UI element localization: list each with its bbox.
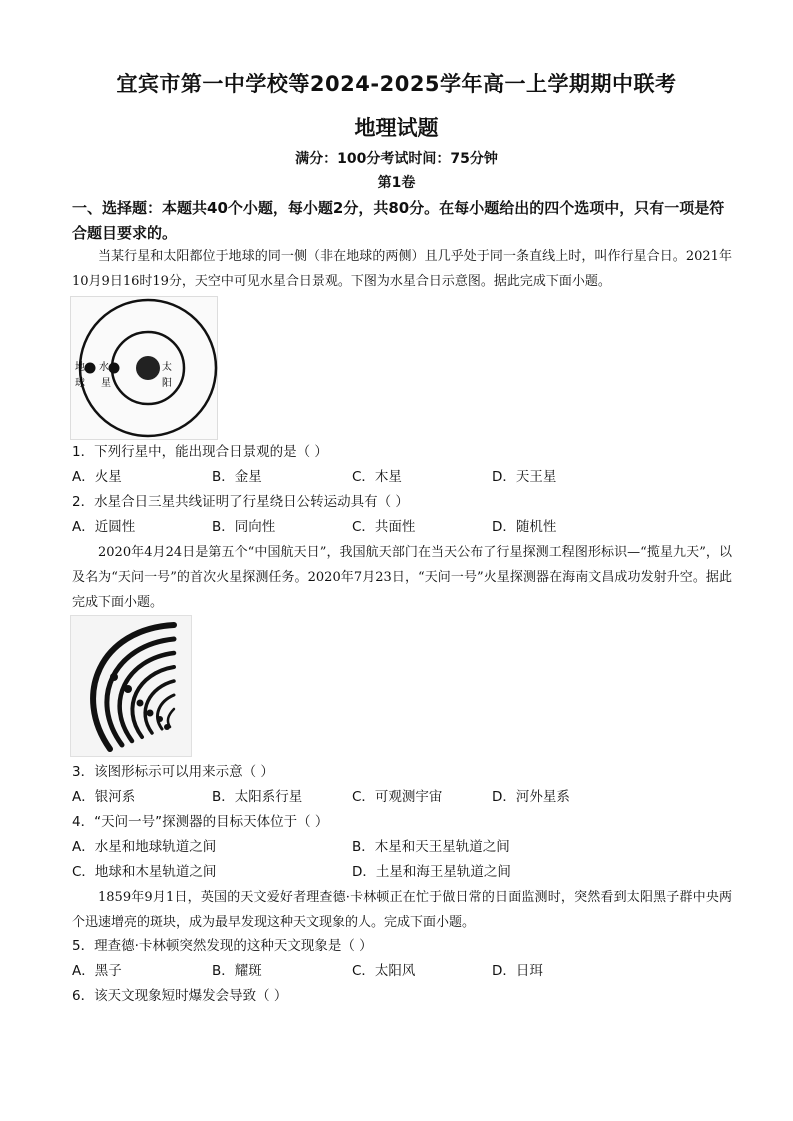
q5-option-a: A．黑子	[72, 963, 122, 979]
question-3: 3．该图形标示可以用来示意（ ）	[72, 764, 274, 780]
q5-option-c: C．太阳风	[352, 963, 416, 979]
tianwen-logo-figure	[70, 615, 192, 757]
q2-option-d: D．随机性	[492, 519, 557, 535]
exam-title: 宜宾市第一中学校等2024-2025学年高一上学期期中联考	[116, 72, 677, 96]
q5-option-b: B．耀斑	[212, 963, 262, 979]
logo-planet-2	[124, 685, 132, 693]
mercury-icon	[109, 363, 120, 374]
q4-option-d: D．土星和海王星轨道之间	[352, 864, 511, 880]
q3-option-b: B．太阳系行星	[212, 789, 303, 805]
question-2: 2．水星合日三星共线证明了行星绕日公转运动具有（ ）	[72, 494, 409, 510]
q1-option-c: C．木星	[352, 469, 402, 485]
logo-planet-5	[157, 716, 163, 722]
score-time-line: 满分：100分考试时间：75分钟	[295, 151, 498, 167]
q5-option-d: D．日珥	[492, 963, 543, 979]
subject-title: 地理试题	[354, 116, 439, 140]
q3-option-d: D．河外星系	[492, 789, 570, 805]
q1-option-a: A．火星	[72, 469, 122, 485]
q4-option-c: C．地球和木星轨道之间	[72, 864, 217, 880]
q2-option-c: C．共面性	[352, 519, 416, 535]
mercury-label-2: 星	[101, 378, 111, 389]
volume-label: 第1卷	[377, 175, 416, 191]
q1-option-d: D．天王星	[492, 469, 557, 485]
passage-3: 1859年9月1日，英国的天文爱好者理查德·卡林顿正在忙于做日常的日面监测时，突然看到太阳黑子群中央两个迅速增亮的斑块，成为最早发现这种天文现象的人。完成下面小题。	[72, 890, 732, 930]
q4-option-b: B．木星和天王星轨道之间	[352, 839, 510, 855]
earth-label-1: 地	[75, 362, 85, 373]
mercury-conjunction-diagram	[70, 296, 218, 440]
sun-label-2: 阳	[162, 378, 172, 389]
question-5: 5．理查德·卡林顿突然发现的这种天文现象是（ ）	[72, 938, 373, 954]
question-1: 1．下列行星中，能出现合日景观的是（ ）	[72, 444, 328, 460]
logo-planet-4	[147, 710, 154, 717]
q3-option-a: A．银河系	[72, 789, 136, 805]
question-6: 6．该天文现象短时爆发会导致（ ）	[72, 988, 288, 1004]
section-instructions: 一、选择题：本题共40个小题，每小题2分，共80分。在每小题给出的四个选项中，只有一项是符合题目要求的。	[72, 199, 725, 242]
passage-1: 当某行星和太阳都位于地球的同一侧（非在地球的两侧）且几乎处于同一条直线上时，叫作行星合日。2021年10月9日16时19分，天空中可见水星合日景观。下图为水星合日示意图。据此完成下面小题。	[72, 249, 732, 289]
logo-planet-6	[164, 724, 170, 730]
q3-option-c: C．可观测宇宙	[352, 789, 443, 805]
q2-option-a: A．近圆性	[72, 519, 136, 535]
passage-2: 2020年4月24日是第五个“中国航天日”，我国航天部门在当天公布了行星探测工程图形标识—“揽星九天”，以及名为“天问一号”的首次火星探测任务。2020年7月23日，“天问一号”火星探测器在海南文昌成功发射升空。据此完成下面小题。	[72, 545, 732, 610]
logo-planet-1	[110, 673, 118, 681]
question-4: 4．“天问一号”探测器的目标天体位于（ ）	[72, 814, 329, 830]
mercury-label-1: 水	[99, 362, 109, 373]
q1-option-b: B．金星	[212, 469, 262, 485]
earth-icon	[85, 363, 96, 374]
sun-icon	[136, 356, 160, 380]
q4-option-a: A．水星和地球轨道之间	[72, 839, 217, 855]
earth-label-2: 球	[75, 378, 85, 389]
q2-option-b: B．同向性	[212, 519, 276, 535]
logo-planet-3	[137, 700, 144, 707]
sun-label-1: 太	[162, 362, 172, 373]
